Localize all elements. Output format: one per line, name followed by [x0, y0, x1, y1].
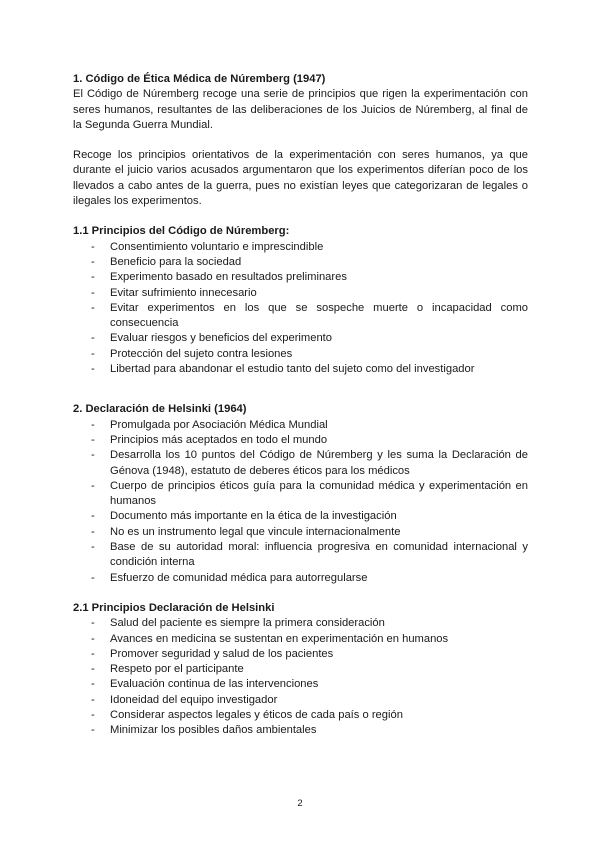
bullet-dash: -	[91, 433, 95, 446]
section-1-paragraph-1: El Código de Núremberg recoge una serie de principios que rigen la experimentación con seres humanos, resultantes de las deliberaciones de los Juicios de Núremberg, al final de la Segunda Guerra Mundial.	[73, 88, 528, 131]
section-2-heading: 2. Declaración de Helsinki (1964)	[73, 403, 247, 416]
bullet-dash: -	[91, 286, 95, 299]
bullet-dash: -	[91, 332, 95, 345]
list-item: - No es un instrumento legal que vincule internacionalmente	[73, 525, 528, 540]
bullet-dash: -	[91, 255, 95, 268]
bullet-dash: -	[91, 449, 95, 462]
list-item: - Esfuerzo de comunidad médica para autorregularse	[73, 571, 528, 586]
list-item: - Idoneidad del equipo investigador	[73, 693, 528, 708]
list-item: - Minimizar los posibles daños ambientales	[73, 723, 528, 738]
section-1-1-heading: 1.1 Principios del Código de Núremberg:	[73, 225, 290, 238]
list-item: - Protección del sujeto contra lesiones	[73, 347, 528, 362]
bullet-dash: -	[91, 571, 95, 584]
list-item: - Promulgada por Asociación Médica Mundial	[73, 418, 528, 433]
section-1-heading: 1. Código de Ética Médica de Núremberg (1947)	[73, 73, 326, 85]
nuremberg-principles-list	[73, 240, 528, 378]
list-item: - Base de su autoridad moral: influencia progresiva en comunidad internacional y condición interna	[91, 541, 528, 569]
bullet-dash: -	[91, 647, 95, 660]
list-item: - Salud del paciente es siempre la primera consideración	[73, 616, 528, 631]
bullet-dash: -	[91, 240, 95, 253]
list-item: - Promover seguridad y salud de los pacientes	[73, 647, 528, 662]
section-2-1-heading: 2.1 Principios Declaración de Helsinki	[73, 601, 275, 614]
list-item: - Evitar experimentos en los que se sospeche muerte o incapacidad como consecuencia	[91, 301, 528, 330]
bullet-dash: -	[91, 418, 95, 431]
bullet-dash: -	[91, 708, 95, 721]
bullet-dash: -	[91, 525, 95, 538]
bullet-dash: -	[91, 617, 95, 630]
bullet-dash: -	[91, 632, 95, 645]
list-item: - Consentimiento voluntario e imprescindible	[73, 240, 528, 255]
list-item: - Evaluación continua de las intervenciones	[73, 677, 528, 692]
list-item: - Desarrolla los 10 puntos del Código de Núremberg y les suma la Declaración de Génova (1948), estatuto de deberes éticos para los médicos	[91, 449, 528, 477]
bullet-dash: -	[91, 541, 95, 554]
list-item: - Cuerpo de principios éticos guía para la comunidad médica y experimentación en humanos	[91, 479, 528, 508]
bullet-dash: -	[91, 479, 95, 492]
bullet-dash: -	[91, 301, 95, 314]
list-item: - Beneficio para la sociedad	[73, 255, 528, 270]
list-item: - Evitar sufrimiento innecesario	[73, 286, 528, 301]
list-item: - Documento más importante en la ética de la investigación	[73, 509, 528, 524]
bullet-dash: -	[91, 693, 95, 706]
list-item: - Considerar aspectos legales y éticos de cada país o región	[73, 708, 528, 723]
section-1-paragraph-2: Recoge los principios orientativos de la experimentación con seres humanos, ya que durante el juicio varios acusados argumentaron que los experimentos diferían poco de los llevados a cabo antes de la guerra, pues no existían leyes que categorizaran de legales o ilegales los experimentos.	[73, 149, 528, 208]
list-item: - Evaluar riesgos y beneficios del experimento	[73, 331, 528, 346]
list-item: - Avances en medicina se sustentan en experimentación en humanos	[73, 632, 528, 647]
bullet-dash: -	[91, 663, 95, 676]
list-item: - Principios más aceptados en todo el mundo	[73, 433, 528, 448]
bullet-dash: -	[91, 363, 95, 376]
bullet-dash: -	[91, 678, 95, 691]
helsinki-principles-list	[73, 616, 528, 738]
list-item: - Experimento basado en resultados preliminares	[73, 270, 528, 285]
page-number: 2	[297, 798, 303, 809]
bullet-dash: -	[91, 510, 95, 523]
list-item: - Respeto por el participante	[73, 662, 528, 677]
helsinki-declaration-list	[73, 418, 528, 586]
bullet-dash: -	[91, 347, 95, 360]
list-item: - Libertad para abandonar el estudio tanto del sujeto como del investigador	[73, 362, 528, 377]
document-page	[73, 72, 528, 739]
bullet-dash: -	[91, 724, 95, 737]
bullet-dash: -	[91, 271, 95, 284]
